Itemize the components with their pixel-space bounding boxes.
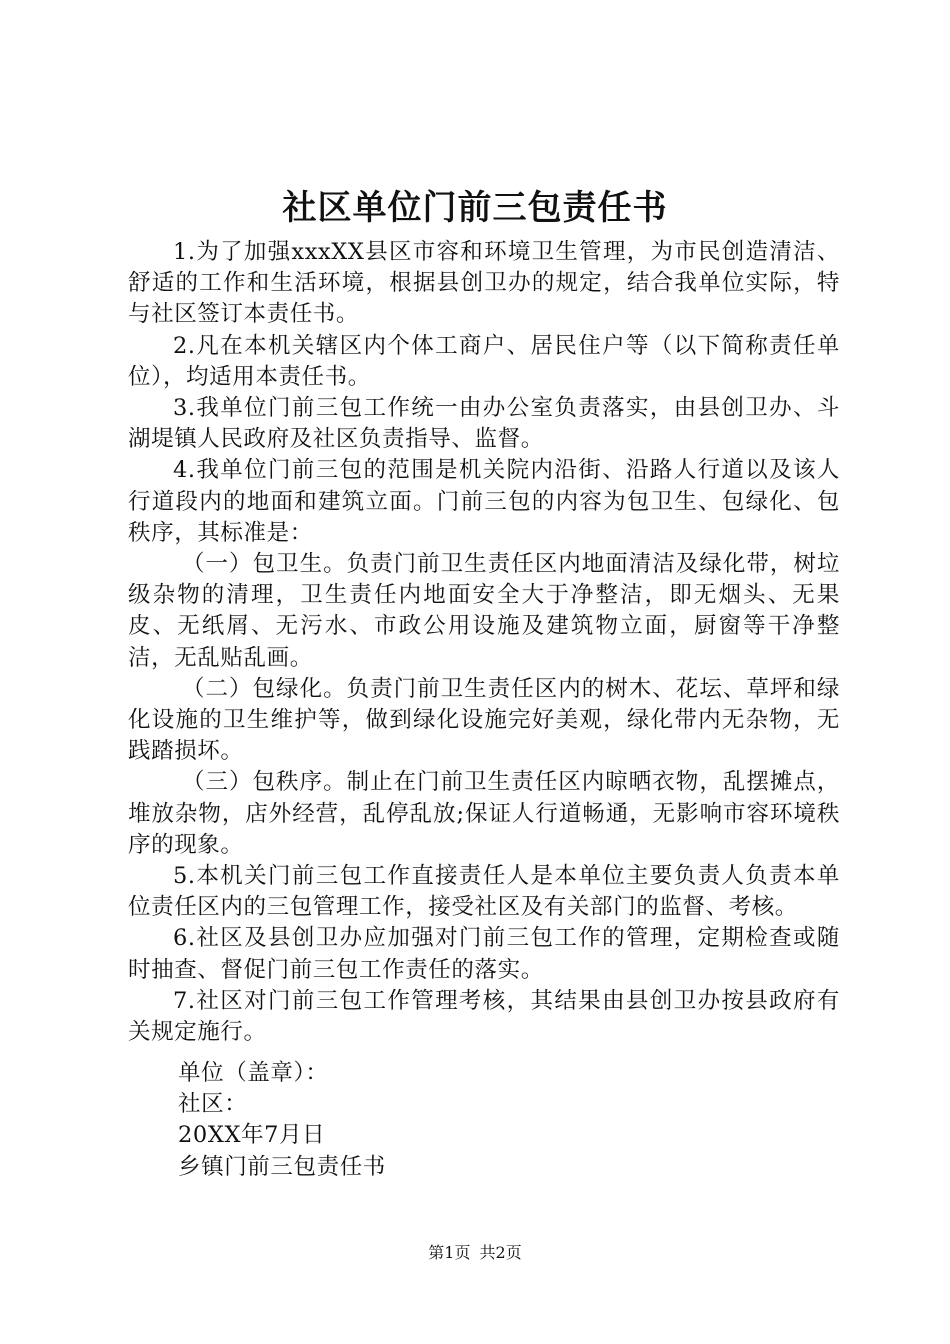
signature-block [178, 1058, 386, 1183]
paragraph-5: 5.本机关门前三包工作直接责任人是本单位主要负责人负责本单位责任区内的三包管理工作，接受社区及有关部门的监督、考核。 [128, 863, 840, 921]
unit-seal-label: 单位（盖章）： [178, 1060, 329, 1086]
paragraph-2: 2.凡在本机关辖区内个体工商户、居民住户等（以下简称责任单位），均适用本责任书。 [128, 332, 840, 390]
page-total: 共2页 [479, 1243, 522, 1262]
sign-date: 20XX年7月日 [178, 1122, 326, 1149]
paragraph-1: 1.为了加强xxxXX县区市容和环境卫生管理，为市民创造清洁、舒适的工作和生活环境，根据县创卫办的规定，结合我单位实际，特与社区签订本责任书。 [128, 239, 840, 328]
next-document-title: 乡镇门前三包责任书 [178, 1153, 386, 1180]
paragraph-greening: （二）包绿化。负责门前卫生责任区内的树木、花坛、草坪和绿化设施的卫生维护等，做到绿化设施完好美观，绿化带内无杂物，无践踏损坏。 [128, 675, 840, 765]
paragraph-order: （三）包秩序。制止在门前卫生责任区内晾晒衣物，乱摆摊点，堆放杂物，店外经营，乱停乱放;保证人行道畅通，无影响市容环境秩序的现象。 [128, 769, 840, 858]
paragraph-7: 7.社区对门前三包工作管理考核，其结果由县创卫办按县政府有关规定施行。 [128, 987, 840, 1046]
page-number: 第1页 [428, 1243, 471, 1262]
paragraph-4: 4.我单位门前三包的范围是机关院内沿街、沿路人行道以及该人行道段内的地面和建筑立面。门前三包的内容为包卫生、包绿化、包秩序，其标准是： [128, 457, 840, 546]
paragraph-3: 3.我单位门前三包工作统一由办公室负责落实，由县创卫办、斗湖堤镇人民政府及社区负责指导、监督。 [128, 395, 840, 453]
document-body [128, 237, 840, 1048]
paragraph-sanitation: （一）包卫生。负责门前卫生责任区内地面清洁及绿化带，树垃级杂物的清理，卫生责任内地面安全大于净整洁，即无烟头、无果皮、无纸屑、无污水、市政公用设施及建筑物立面，厨窗等干净整洁，无乱贴乱画。 [128, 551, 840, 671]
page-footer [0, 1243, 950, 1263]
document-title: 社区单位门前三包责任书 [282, 188, 668, 228]
community-label: 社区： [178, 1091, 248, 1118]
paragraph-6: 6.社区及县创卫办应加强对门前三包工作的管理，定期检查或随时抽查、督促门前三包工作责任的落实。 [128, 925, 840, 983]
